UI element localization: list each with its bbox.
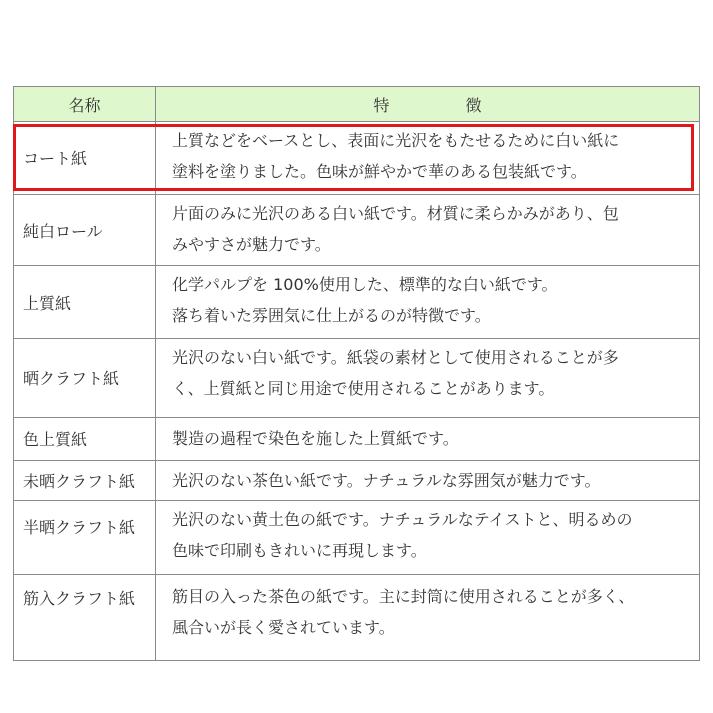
table-row: [14, 194, 700, 266]
paper-description: [156, 417, 700, 460]
paper-description: [156, 501, 700, 575]
table-row: [14, 417, 700, 460]
paper-description: [156, 575, 700, 661]
description-line: みやすさが魅力です。: [172, 234, 331, 254]
paper-name: 純白ロール: [14, 194, 156, 266]
paper-description: [156, 461, 700, 501]
description-line: 光沢のない白い紙です。紙袋の素材として使用されることが多: [172, 348, 619, 367]
description-line: く、上質紙と同じ用途で使用されることがあります。: [172, 379, 555, 398]
table-row: [14, 339, 700, 418]
description-line: 落ち着いた雰囲気に仕上がるのが特徴です。: [172, 306, 491, 326]
paper-description: [156, 194, 700, 266]
paper-name: 色上質紙: [14, 417, 156, 460]
table-row: [14, 575, 700, 661]
description-line: 製造の過程で染色を施した上質紙です。: [172, 429, 459, 449]
paper-name: 筋入クラフト紙: [14, 575, 156, 661]
paper-name: 晒クラフト紙: [14, 339, 156, 418]
description-line: 光沢のない茶色い紙です。ナチュラルな雰囲気が魅力です。: [172, 471, 601, 491]
table-row: [14, 266, 700, 339]
description-line: 色味で印刷もきれいに再現します。: [172, 541, 427, 561]
table-row: [14, 461, 700, 501]
table-row: [14, 501, 700, 575]
description-line: 化学パルプを 100%使用した、標準的な白い紙です。: [172, 275, 558, 295]
description-line: 筋目の入った茶色の紙です。主に封筒に使用されることが多く、: [172, 587, 635, 607]
description-line: 塗料を塗りました。色味が鮮やかで華のある包装紙です。: [172, 162, 587, 181]
paper-name: コート紙: [14, 122, 156, 195]
paper-types-table: [13, 86, 700, 661]
table-header-row: [14, 87, 700, 122]
paper-name: 上質紙: [14, 266, 156, 339]
paper-description: [156, 339, 700, 418]
description-line: 片面のみに光沢のある白い紙です。材質に柔らかみがあり、包: [172, 203, 619, 223]
paper-name: 未晒クラフト紙: [14, 461, 156, 501]
description-line: 上質などをベースとし、表面に光沢をもたせるために白い紙に: [172, 131, 620, 150]
paper-description: [156, 266, 700, 339]
header-features: 特 徴: [156, 87, 700, 122]
header-name: 名称: [14, 87, 156, 122]
paper-description: [156, 122, 700, 195]
description-line: 光沢のない黄土色の紙です。ナチュラルなテイストと、明るめの: [172, 510, 633, 530]
paper-name: 半晒クラフト紙: [14, 501, 156, 575]
table-row: [14, 122, 700, 195]
description-line: 風合いが長く愛されています。: [172, 618, 395, 638]
